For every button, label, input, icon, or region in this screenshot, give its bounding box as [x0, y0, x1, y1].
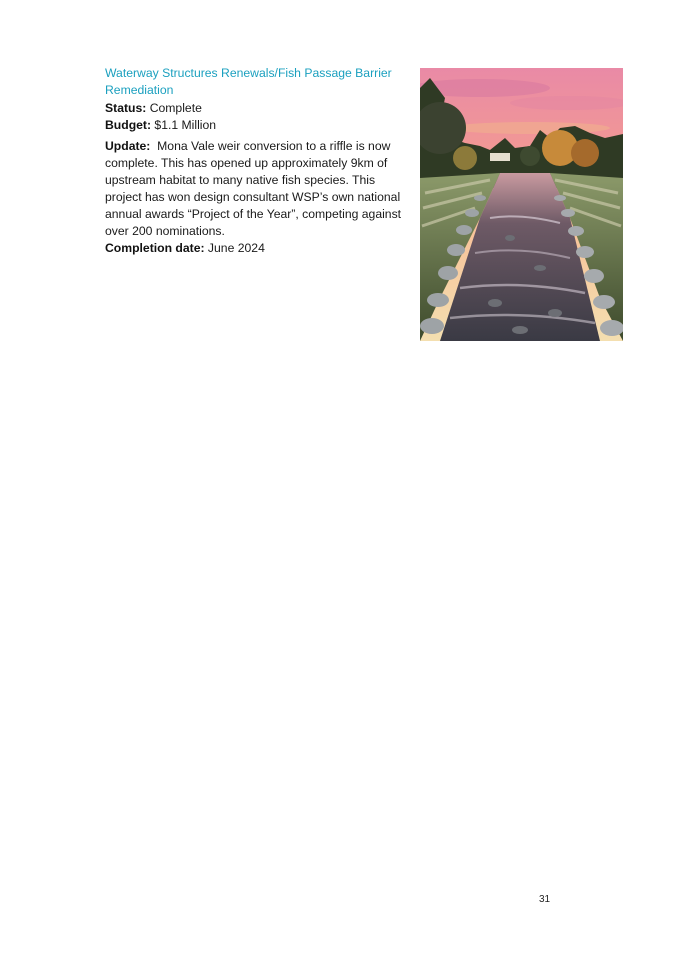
page-number: 31	[539, 894, 551, 905]
completion-label: Completion date:	[105, 241, 205, 255]
update-text: Mona Vale weir conversion to a riffle is now complete. This has opened up approximately 9km of upstream habitat to many native fish species. This project has won design consultant WSP’s own national annual awards “Project of the Year”, competing against over 200 nominations.	[105, 139, 402, 238]
project-title: Waterway Structures Renewals/Fish Passage Barrier Remediation	[105, 66, 392, 97]
budget-label: Budget:	[105, 118, 152, 132]
update-paragraph	[105, 138, 410, 240]
budget-value: $1.1 Million	[154, 118, 217, 132]
completion-value: June 2024	[207, 241, 265, 255]
project-photo	[420, 68, 623, 341]
status-label: Status:	[105, 101, 147, 115]
update-label: Update:	[105, 139, 151, 153]
budget-row	[105, 117, 410, 134]
completion-row	[105, 240, 410, 257]
status-value: Complete	[149, 101, 202, 115]
status-row	[105, 100, 410, 117]
project-section	[105, 65, 410, 257]
riffle-photo-image	[420, 68, 623, 341]
